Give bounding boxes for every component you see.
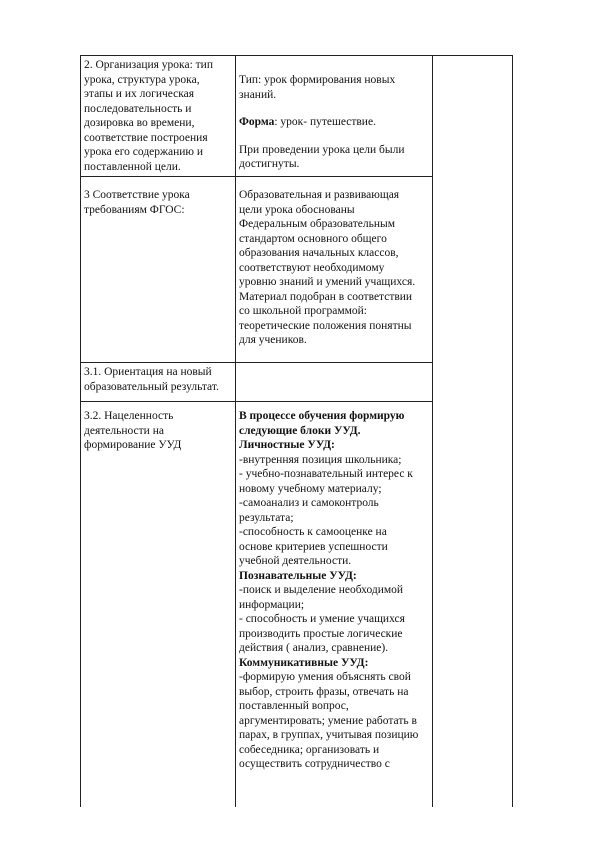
table-border-right — [512, 55, 513, 807]
row-2-criterion: 3 Соответствие урока требованиям ФГОС: — [84, 189, 190, 216]
row-1-description: Тип: урок формирования новых знаний. Форма: урок- путешествие. При проведении урока цели были достигнуты. — [239, 74, 405, 170]
list-item: -формирую умения объяснять свой — [239, 671, 411, 683]
list-item: -самоанализ и самоконтроль — [239, 497, 379, 509]
table-divider-2 — [432, 55, 433, 807]
row-separator-1 — [80, 176, 433, 177]
list-item: - способность и умение учащихся — [239, 613, 405, 625]
lesson-form: Форма: урок- путешествие. — [239, 116, 376, 128]
list-item: -способность к самооценке на — [239, 526, 387, 538]
list-item: -внутренняя позиция школьника; — [239, 453, 402, 466]
row-1-criterion: 2. Организация урока: тип урока, структура урока, этапы и их логическая последовательность и дозировка во времени, соответствие построения урока его содержанию и поставленной цели. — [84, 59, 213, 173]
personal-uud-title: Личностные УУД: — [239, 439, 335, 451]
row-4-description: В процессе обучения формирую следующие блоки УУД. Личностные УУД: -внутренняя позиция школьника; - учебно-познавательный интерес к новому учебному материалу; -самоанализ и самоконтроль результата; -способность к самооценке на основе критериев успешности учебной деятельности. Познавательные УУД: -поиск и выделение необходимой информации; - способность и умение учащихся производить простые логические действия ( анализ, сравнение). Коммуникативные УУД: -формирую умения объяснять свой выбор, строить фразы, отвечать на поставленный вопрос, аргументировать; умение работать в парах, в группах, учитывая позицию собеседника; организовать и осуществить сотрудничество с — [239, 410, 419, 770]
table-border-top — [80, 55, 513, 56]
uud-intro: В процессе обучения формирую — [239, 410, 405, 422]
lesson-type: Тип: урок формирования новых — [239, 74, 396, 86]
row-4-criterion: 3.2. Нацеленность деятельности на формирование УУД — [84, 410, 182, 451]
list-item: - учебно-познавательный интерес к — [239, 468, 413, 480]
table-border-left — [80, 55, 81, 807]
table-divider-1 — [235, 55, 236, 807]
lesson-goal-result: При проведении урока цели были — [239, 143, 405, 156]
row-3-criterion: 3.1. Ориентация на новый образовательный результат. — [84, 366, 219, 393]
row-separator-2 — [80, 362, 433, 363]
row-2-description: Образовательная и развивающая цели урока обоснованы Федеральным образовательным стандартом основного общего образования начальных классов, соответствуют необходимому уровню знаний и умений учащихся. Материал подобран в соответствии со школьной программой: теоретические положения понятны для учеников. — [239, 189, 416, 346]
list-item: -поиск и выделение необходимой — [239, 584, 404, 596]
communicative-uud-title: Коммуникативные УУД: — [239, 656, 369, 669]
row-separator-3 — [80, 401, 433, 402]
cognitive-uud-title: Познавательные УУД: — [239, 569, 357, 582]
